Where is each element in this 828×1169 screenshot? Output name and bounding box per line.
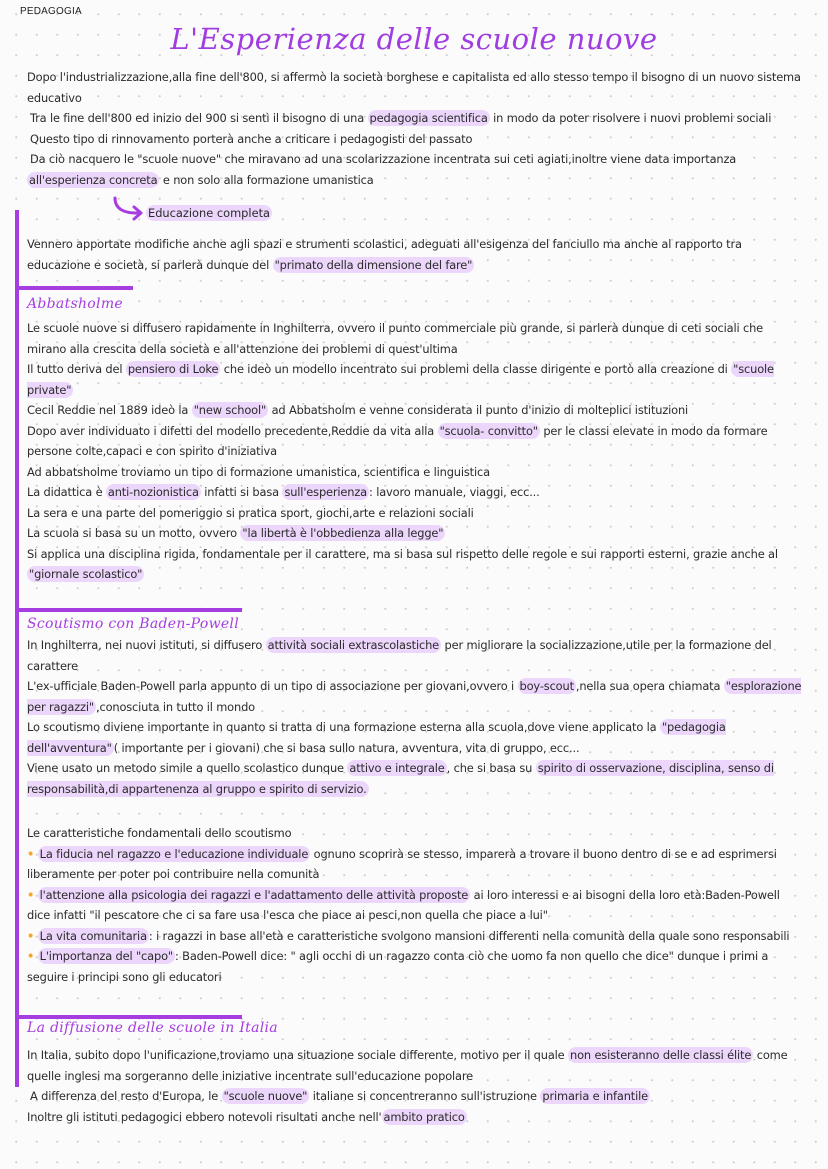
highlight: pensiero di Loke — [127, 362, 219, 376]
section-bar — [15, 608, 19, 1018]
intro-block — [27, 67, 802, 190]
section-heading-abbotsholme: Abbatsholme — [27, 296, 123, 312]
highlight: La vita comunitaria — [39, 928, 147, 943]
highlight: anti-nozionistica — [107, 485, 199, 499]
list-item: • L'importanza del "capo" : Baden-Powell dice: " agli occhi di un ragazzo conta ciò che uomo fa non quello che dice" dunque i primi a seguire i principi sono gli educatori — [27, 949, 769, 984]
intro-line: Questo tipo di rinnovamento porterà anche a criticare i pedagogisti del passato — [30, 131, 473, 146]
bullet-icon: • — [27, 887, 35, 902]
highlight: attivo e integrale — [349, 761, 445, 775]
italy-block: In Italia, subito dopo l'unificazione,troviamo una situazione sociale differente, motivo per il quale non esisteranno delle classi élite come quelle inglesi ma sorgeranno delle iniziative incentrate sull'educazione popolare A differenza del resto d'Europa, le "scuole nuove" italiane si concentreranno sull'istruzione primaria e infantile Inoltre gli istituti pedagogici ebbero notevoli risultati anche nell' ambito pratico — [27, 1048, 788, 1124]
intro-paragraph-2: Vennero apportate modifiche anche agli spazi e strumenti scolastici, adeguati all'esigenza del fanciullo ma anche al rapporto tra educazione e società, si parlerà dunque del "primato della dimensione del fare" — [27, 237, 742, 272]
bullet-icon: • — [27, 949, 35, 963]
highlight: l'attenzione alla psicologia dei ragazzi e l'adattamento delle attività proposte — [39, 887, 469, 902]
highlight: "la libertà è l'obbedienza alla legge" — [242, 526, 444, 540]
intro-line: all'esperienza concreta e non solo alla formazione umanistica — [29, 172, 374, 187]
highlight: "giornale scolastico" — [29, 567, 143, 581]
intro-line: Tra le fine dell'800 ed inizio del 900 si sentì il bisogno di una pedagogia scientifica in modo da poter risolvere i nuovi problemi sociali — [30, 111, 772, 125]
page-title: L'Esperienza delle scuole nuove — [170, 22, 658, 56]
list-title: Le caratteristiche fondamentali dello scoutismo — [27, 826, 292, 840]
scouting-block: In Inghilterra, nei nuovi istituti, si diffusero attività sociali extrascolastiche per migliorare la socializzazione,utile per la formazione del carattere L'ex-ufficiale Baden-Powell parla appunto di un tipo di associazione per giovani,ovvero i boy-scout ,nella sua opera chiamata "esplorazione per ragazzi" ,conosciuta in tutto il mondo Lo scoutismo diviene importante in quanto si tratta di una formazione esterna alla scuola,dove viene applicato la "pedagogia dell'avventura" ( importante per i giovani) che si basa sullo natura, avventura, vita di gruppo, ecc... Viene usato un metodo simile a quello scolastico dunque attivo e integrale , che si basa su spirito di osservazione, disciplina, senso di responsabilità,di appartenenza al gruppo e spirito di servizio. — [27, 638, 802, 796]
highlight: spirito di osservazione, disciplina, senso di responsabilità,di appartenenza al gruppo e spirito di servizio. — [27, 761, 774, 796]
highlight: pedagogia scientifica — [369, 111, 488, 125]
complete-education-label: Educazione completa — [148, 206, 271, 220]
section-heading-italy: La diffusione delle scuole in Italia — [27, 1020, 278, 1036]
highlight: non esisteranno delle classi élite — [570, 1048, 752, 1062]
highlight: boy-scout — [519, 679, 574, 693]
bullet-icon: • — [27, 846, 35, 861]
highlight: L'importanza del "capo" — [39, 949, 173, 963]
highlight: ambito pratico — [383, 1109, 465, 1124]
list-item: • La vita comunitaria : i ragazzi in base all'età e caratteristiche svolgono mansioni differenti nella comunità della quale sono responsabili — [27, 928, 790, 943]
highlight: all'esperienza concreta — [29, 172, 158, 187]
section-bar — [15, 1015, 19, 1087]
highlight: "pedagogia dell'avventura" — [27, 720, 726, 755]
highlight: "esplorazione per ragazzi" — [27, 679, 802, 714]
highlight: sull'esperienza — [284, 485, 368, 499]
abbotsholme-block: Le scuole nuove si diffusero rapidamente in Inghilterra, ovvero il punto commerciale più grande, si parlerà dunque di ceti sociali che mirano alla crescita della società e all'attenzione dei problemi di quest'ultima Il tutto deriva del pensiero di Loke che ideò un modello incentrato sui problemi della classe dirigente e portò alla creazione di "scuole private" Cecil Reddie nel 1889 ideò la "new school" ad Abbatsholm e venne considerata il punto d'inizio di molteplici istituzioni Dopo aver individuato i difetti del modello precedente,Reddie da vita alla "scuola- convitto" per le classi elevate in modo da formare persone colte,capaci e con spirito d'iniziativa Ad abbatsholme troviamo un tipo di formazione umanistica, scientifica e linguistica La didattica è anti-nozionistica infatti si basa sull'esperienza : lavoro manuale, viaggi, ecc... La sera e una parte del pomeriggio si pratica sport, giochi,arte e relazioni sociali La scuola si basa su un motto, ovvero "la libertà è l'obbedienza alla legge" Si applica una disciplina rigida, fondamentale per il carattere, ma si basa sul rispetto delle regole e sui rapporti esterni, grazie anche al "giornale scolastico" — [27, 321, 778, 581]
list-item: • l'attenzione alla psicologia dei ragazzi e l'adattamento delle attività proposte ai loro interessi e ai bisogni della loro età:Baden-Powell dice infatti "il pescatore che ci sa fare usa l'esca che piace ai pesci,non quella che piace a lui" — [27, 887, 780, 922]
highlight: La fiducia nel ragazzo e l'educazione individuale — [39, 846, 309, 861]
section-divider — [15, 608, 242, 612]
highlight: "scuola- convitto" — [439, 423, 538, 438]
intro-line: Da ciò nacquero le "scuole nuove" che miravano ad una scolarizzazione incentrata sui ceti agiati,inoltre viene data importanza — [30, 152, 737, 166]
list-item: • La fiducia nel ragazzo e l'educazione individuale ognuno scoprirà se stesso, imparerà a trovare il buono dentro di se e ad esprimersi liberamente per poter poi contribuire nella comunità — [27, 846, 777, 881]
highlight: "primato della dimensione del fare" — [274, 257, 473, 272]
section-bar — [15, 286, 19, 612]
highlight: attività sociali extrascolastiche — [267, 638, 440, 652]
highlight: primaria e infantile — [542, 1089, 649, 1103]
highlight: "scuole nuove" — [223, 1089, 308, 1103]
section-heading-scouting: Scoutismo con Baden-Powell — [27, 616, 239, 632]
intro-line: Dopo l'industrializzazione,alla fine dell'800, si affermò la società borghese e capitalista ed allo stesso tempo il bisogno di un nuovo sistema educativo — [27, 70, 801, 105]
highlight: "scuole private" — [27, 362, 774, 397]
bullet-icon: • — [27, 928, 35, 943]
subject-label: PEDAGOGIA — [20, 6, 82, 17]
highlight: "new school" — [193, 403, 267, 417]
section-divider — [15, 286, 133, 290]
scouting-list — [27, 823, 802, 987]
arrow-icon — [110, 196, 146, 222]
section-divider — [15, 1015, 242, 1019]
